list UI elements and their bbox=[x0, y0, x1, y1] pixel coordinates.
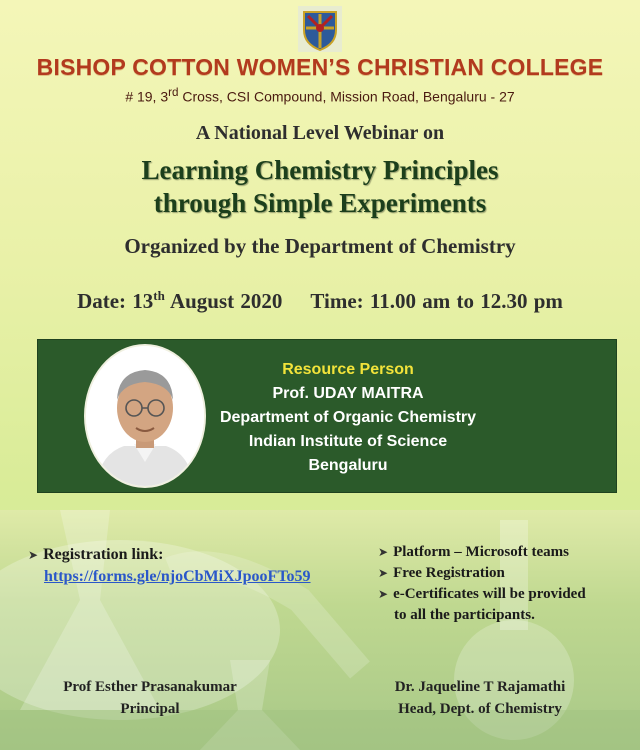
event-date: Date: 13th August 2020 bbox=[77, 288, 283, 313]
certificates-item: ➤ e-Certificates will be provided bbox=[378, 586, 586, 602]
resource-person-photo bbox=[86, 346, 204, 486]
webinar-title bbox=[0, 154, 640, 220]
platform-item: ➤ Platform – Microsoft teams bbox=[378, 544, 569, 560]
arrow-bullet-icon: ➤ bbox=[28, 548, 39, 562]
arrow-bullet-icon: ➤ bbox=[378, 587, 389, 601]
registration-block bbox=[28, 544, 311, 588]
resource-person-details bbox=[198, 358, 498, 478]
resource-person-name: Prof. UDAY MAITRA bbox=[272, 385, 424, 402]
footer-section bbox=[0, 510, 640, 750]
hod-name: Dr. Jaqueline T Rajamathi bbox=[394, 679, 566, 695]
organized-by: Organized by the Department of Chemistry bbox=[124, 234, 516, 258]
event-details-list bbox=[378, 542, 634, 626]
certificates-item-continued: to all the participants. bbox=[394, 607, 535, 623]
resource-person-department: Department of Organic Chemistry bbox=[219, 409, 477, 426]
resource-person-label: Resource Person bbox=[282, 361, 414, 378]
principal-title: Principal bbox=[120, 701, 180, 717]
webinar-intro: A National Level Webinar on bbox=[195, 122, 445, 144]
event-time: Time: 11.00 am to 12.30 pm bbox=[310, 289, 563, 313]
arrow-bullet-icon: ➤ bbox=[378, 566, 389, 580]
date-time-line bbox=[0, 288, 640, 314]
arrow-bullet-icon: ➤ bbox=[378, 545, 389, 559]
hod-signatory bbox=[350, 676, 610, 720]
resource-person-panel bbox=[38, 340, 616, 492]
hod-title: Head, Dept. of Chemistry bbox=[398, 701, 562, 717]
title-line-2: through Simple Experiments bbox=[153, 188, 487, 218]
title-line-1: Learning Chemistry Principles bbox=[141, 155, 499, 185]
college-name: BISHOP COTTON WOMEN’S CHRISTIAN COLLEGE bbox=[36, 54, 604, 80]
free-registration-item: ➤ Free Registration bbox=[378, 565, 505, 581]
registration-link[interactable]: https://forms.gle/njoCbMiXJpooFTo59 bbox=[44, 568, 311, 585]
principal-name: Prof Esther Prasanakumar bbox=[63, 679, 237, 695]
college-address: # 19, 3rd Cross, CSI Compound, Mission Road, Bengaluru - 27 bbox=[125, 86, 515, 105]
resource-person-institute: Indian Institute of Science bbox=[248, 433, 448, 450]
registration-label: ➤ Registration link: bbox=[28, 546, 164, 563]
college-crest-icon bbox=[298, 6, 342, 52]
principal-signatory bbox=[30, 676, 270, 720]
resource-person-city: Bengaluru bbox=[308, 457, 388, 474]
